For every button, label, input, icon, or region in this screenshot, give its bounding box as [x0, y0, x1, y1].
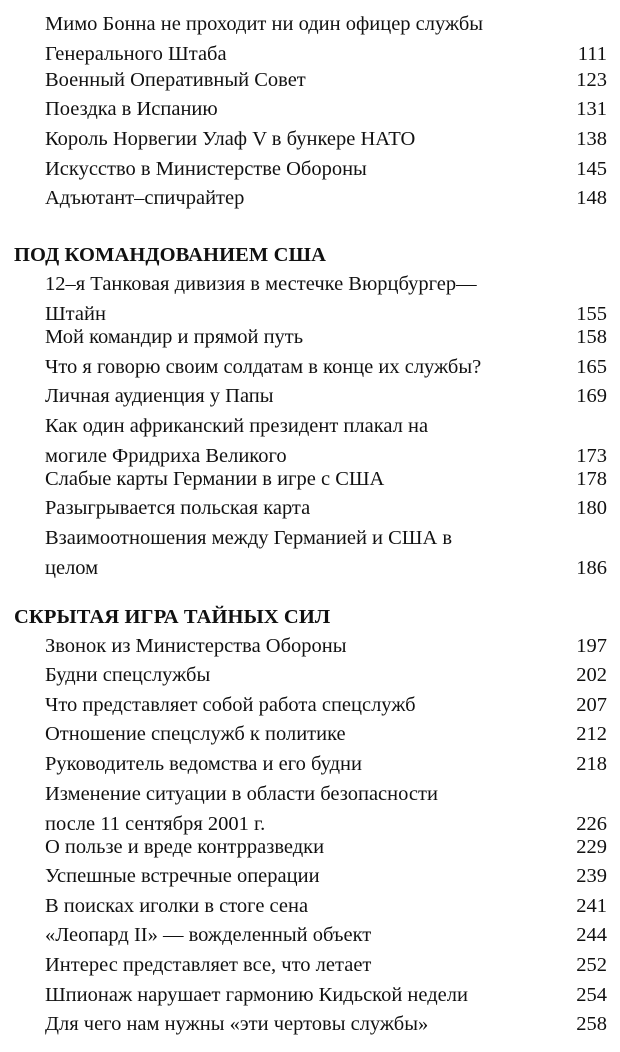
toc-entry-title-line: «Леопард II» — вожделенный объект [45, 924, 372, 946]
toc-entry-title-line: Звонок из Министерства Обороны [45, 635, 347, 657]
toc-entry-page-number: 178 [576, 468, 607, 490]
toc-entry-title-line: Адъютант–спичрайтер [45, 187, 245, 209]
toc-entry-title [45, 862, 550, 892]
toc-entry[interactable] [45, 833, 607, 863]
toc-entry-title-line: Поездка в Испанию [45, 98, 218, 120]
toc-entry-title [45, 10, 550, 69]
toc-entry[interactable] [45, 95, 607, 125]
toc-entry-title [45, 951, 550, 981]
toc-entry[interactable] [45, 10, 607, 69]
toc-entry[interactable] [45, 862, 607, 892]
toc-entry-page-number: 254 [576, 984, 607, 1006]
toc-entry-title-line: Мимо Бонна не проходит ни один офицер службы [45, 13, 484, 35]
toc-entry-page-number: 169 [576, 385, 607, 407]
toc-entry-page-number: 158 [576, 326, 607, 348]
toc-entry[interactable] [45, 661, 607, 691]
toc-entry-page-number: 241 [576, 895, 607, 917]
toc-entry-title [45, 465, 550, 495]
toc-entry-page-number: 226 [576, 812, 607, 835]
toc-entry-title [45, 981, 550, 1011]
toc-entry-page-number: 145 [576, 158, 607, 180]
toc-entry[interactable] [45, 1010, 607, 1040]
toc-entry-title [45, 270, 550, 329]
toc-entry[interactable] [45, 323, 607, 353]
toc-entry-title-line: Военный Оперативный Совет [45, 69, 306, 91]
toc-entry-title-line: Будни спецслужбы [45, 664, 211, 686]
toc-entry[interactable] [45, 66, 607, 96]
toc-entry-title [45, 720, 550, 750]
toc-entry-title [45, 632, 550, 662]
toc-entry[interactable] [45, 155, 607, 185]
toc-entry[interactable] [45, 382, 607, 412]
toc-entry-page-number: 180 [576, 497, 607, 519]
toc-entry-title-line: Слабые карты Германии в игре с США [45, 468, 385, 490]
toc-entry-page-number: 165 [576, 356, 607, 378]
toc-entry[interactable] [45, 750, 607, 780]
toc-entry-title-line: Король Норвегии Улаф V в бункере НАТО [45, 128, 416, 150]
toc-entry[interactable] [45, 270, 607, 329]
toc-entry-page-number: 207 [576, 694, 607, 716]
toc-entry-page-number: 186 [576, 556, 607, 579]
toc-entry[interactable] [45, 465, 607, 495]
toc-entry-title-line: Штайн [45, 302, 106, 325]
toc-entry-title [45, 494, 550, 524]
toc-entry[interactable] [45, 524, 607, 583]
toc-entry-title [45, 382, 550, 412]
toc-entry-page-number: 148 [576, 187, 607, 209]
toc-entry-title-line: Руководитель ведомства и его будни [45, 753, 362, 775]
toc-entry-title [45, 524, 550, 583]
toc-entry-page-number: 218 [576, 753, 607, 775]
toc-entry-page-number: 202 [576, 664, 607, 686]
toc-entry-page-number: 123 [576, 69, 607, 91]
section-heading: ПОД КОМАНДОВАНИЕМ США [14, 244, 326, 266]
toc-entry-title-line: целом [45, 556, 99, 579]
toc-entry[interactable] [45, 691, 607, 721]
toc-entry[interactable] [45, 921, 607, 951]
toc-entry-page-number: 197 [576, 635, 607, 657]
toc-entry-page-number: 212 [576, 723, 607, 745]
toc-entry-title [45, 66, 550, 96]
toc-entry[interactable] [45, 720, 607, 750]
toc-entry-title [45, 155, 550, 185]
toc-entry-title-line: после 11 сентября 2001 г. [45, 812, 266, 835]
toc-entry-page-number: 229 [576, 836, 607, 858]
toc-entry-title [45, 412, 550, 471]
toc-entry[interactable] [45, 125, 607, 155]
toc-entry-title-line: Генерального Штаба [45, 42, 227, 65]
toc-entry-title [45, 780, 550, 839]
toc-entry-title-line: Успешные встречные операции [45, 865, 320, 887]
toc-entry-title-line: Личная аудиенция у Папы [45, 385, 274, 407]
toc-entry-title-line: Для чего нам нужны «эти чертовы службы» [45, 1013, 429, 1035]
toc-entry[interactable] [45, 494, 607, 524]
toc-entry-page-number: 239 [576, 865, 607, 887]
toc-entry-title [45, 892, 550, 922]
toc-entry-title [45, 323, 550, 353]
toc-entry-page-number: 138 [576, 128, 607, 150]
toc-entry-title-line: Взаимоотношения между Германией и США в [45, 527, 453, 549]
toc-entry-title [45, 691, 550, 721]
toc-entry-title [45, 184, 550, 214]
toc-entry-title-line: Что я говорю своим солдатам в конце их службы? [45, 356, 482, 378]
toc-entry-title [45, 833, 550, 863]
toc-entry-title [45, 353, 550, 383]
toc-entry-title-line: О пользе и вреде контрразведки [45, 836, 325, 858]
toc-entry-title [45, 1010, 550, 1040]
toc-entry[interactable] [45, 412, 607, 471]
toc-entry-title-line: Изменение ситуации в области безопасности [45, 783, 438, 805]
toc-entry-title-line: Отношение спецслужб к политике [45, 723, 346, 745]
toc-entry[interactable] [45, 780, 607, 839]
toc-entry-title-line: Искусство в Министерстве Обороны [45, 158, 367, 180]
toc-entry-title-line: 12–я Танковая дивизия в местечке Вюрцбургер— [45, 273, 477, 295]
toc-entry[interactable] [45, 951, 607, 981]
toc-entry-title [45, 750, 550, 780]
toc-entry-title-line: могиле Фридриха Великого [45, 444, 287, 467]
toc-entry-title-line: Разыгрывается польская карта [45, 497, 311, 519]
toc-entry[interactable] [45, 184, 607, 214]
toc-entry[interactable] [45, 892, 607, 922]
toc-entry-page-number: 252 [576, 954, 607, 976]
toc-entry[interactable] [45, 981, 607, 1011]
toc-entry-page-number: 131 [576, 98, 607, 120]
toc-entry-title-line: В поисках иголки в стоге сена [45, 895, 309, 917]
toc-entry[interactable] [45, 632, 607, 662]
toc-entry-page-number: 155 [576, 302, 607, 325]
toc-entry-title [45, 661, 550, 691]
toc-entry-title [45, 125, 550, 155]
toc-entry-title-line: Что представляет собой работа спецслужб [45, 694, 416, 716]
toc-entry-title-line: Мой командир и прямой путь [45, 326, 304, 348]
toc-entry-page-number: 258 [576, 1013, 607, 1035]
section-heading: СКРЫТАЯ ИГРА ТАЙНЫХ СИЛ [14, 606, 331, 628]
toc-entry-title-line: Как один африканский президент плакал на [45, 415, 429, 437]
toc-entry-page-number: 244 [576, 924, 607, 946]
toc-entry-title-line: Интерес представляет все, что летает [45, 954, 372, 976]
toc-entry-page-number: 111 [577, 42, 607, 65]
toc-entry[interactable] [45, 353, 607, 383]
toc-entry-title [45, 95, 550, 125]
toc-entry-page-number: 173 [576, 444, 607, 467]
toc-entry-title [45, 921, 550, 951]
toc-entry-title-line: Шпионаж нарушает гармонию Кидьской недели [45, 984, 468, 1006]
